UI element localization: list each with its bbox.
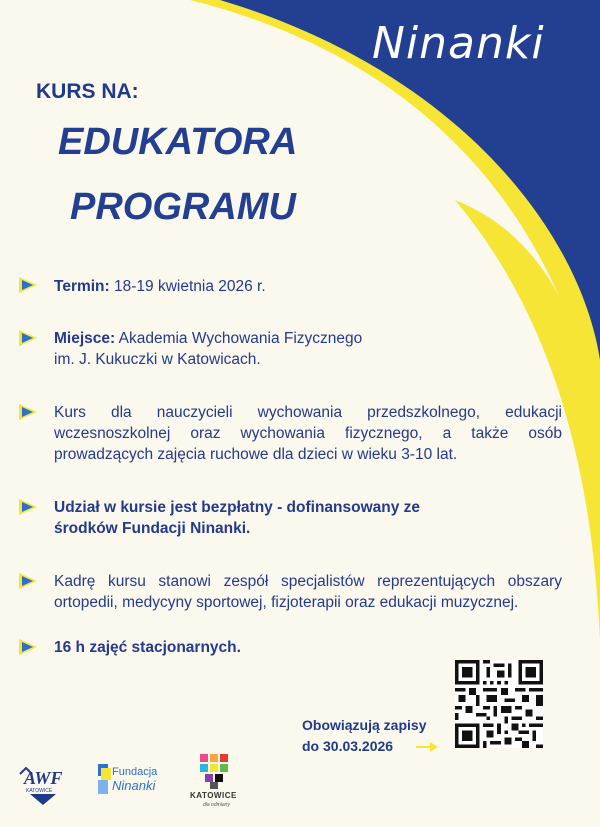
katowice-city-logo bbox=[196, 752, 236, 790]
signup-deadline: do 30.03.2026 bbox=[302, 738, 394, 754]
fundacja-ninanki-logo-text bbox=[112, 766, 157, 794]
info-miejsce bbox=[54, 328, 362, 370]
title-line-1: EDUKATORA bbox=[58, 121, 298, 163]
brand-logo-ninanki: Ninanki bbox=[372, 18, 545, 69]
title-line-2: PROGRAMU bbox=[70, 186, 296, 228]
kurs-na-label: KURS NA: bbox=[36, 80, 139, 103]
info-target-audience: Kurs dla nauczycieli wychowania przedszkolnego, edukacji wczesnoszkolnej oraz wychowania fizycznego, a także osób prowadzących zajęcia ruchowe dla dzieci w wieku 3-10 lat. bbox=[54, 404, 562, 463]
awf-logo-text: AWF bbox=[24, 768, 63, 788]
free-course-line1: Udział w kursie jest bezpłatny - dofinansowany ze bbox=[54, 499, 421, 516]
bullet-arrow-icon bbox=[18, 403, 38, 421]
katowice-logo-sub: dla odmiany bbox=[203, 802, 230, 808]
bullet-arrow-icon bbox=[18, 329, 38, 347]
miejsce-value-line2: im. J. Kukuczki w Katowicach. bbox=[54, 351, 261, 368]
fundacja-line2: Ninanki bbox=[112, 778, 156, 793]
termin-label: Termin: bbox=[54, 278, 110, 295]
awf-logo-sub: KATOWICE bbox=[26, 788, 53, 794]
info-staff: Kadrę kursu stanowi zespół specjalistów reprezentujących obszary ortopedii, medycyny sportowej, fizjoterapii oraz edukacji muzycznej. bbox=[54, 573, 562, 611]
bullet-arrow-icon bbox=[18, 572, 38, 590]
info-free-course bbox=[54, 497, 420, 539]
miejsce-label: Miejsce: bbox=[54, 330, 116, 347]
awf-katowice-logo bbox=[18, 760, 68, 806]
bullet-arrow-icon bbox=[18, 498, 38, 516]
signup-line1: Obowiązują zapisy bbox=[302, 717, 427, 733]
qr-code-icon[interactable] bbox=[455, 660, 543, 748]
arrow-right-icon bbox=[416, 741, 438, 753]
bullet-arrow-icon bbox=[18, 276, 38, 294]
info-hours: 16 h zajęć stacjonarnych. bbox=[54, 639, 241, 656]
bullet-arrow-icon bbox=[18, 638, 38, 656]
termin-value: 18-19 kwietnia 2026 r. bbox=[109, 278, 266, 295]
info-termin bbox=[54, 276, 266, 297]
fundacja-line1: Fundacja bbox=[112, 766, 158, 778]
miejsce-value: Akademia Wychowania Fizycznego bbox=[115, 330, 363, 347]
katowice-logo-text: KATOWICE bbox=[190, 791, 237, 800]
signup-note bbox=[302, 715, 426, 757]
free-course-line2: środków Fundacji Ninanki. bbox=[54, 520, 251, 537]
